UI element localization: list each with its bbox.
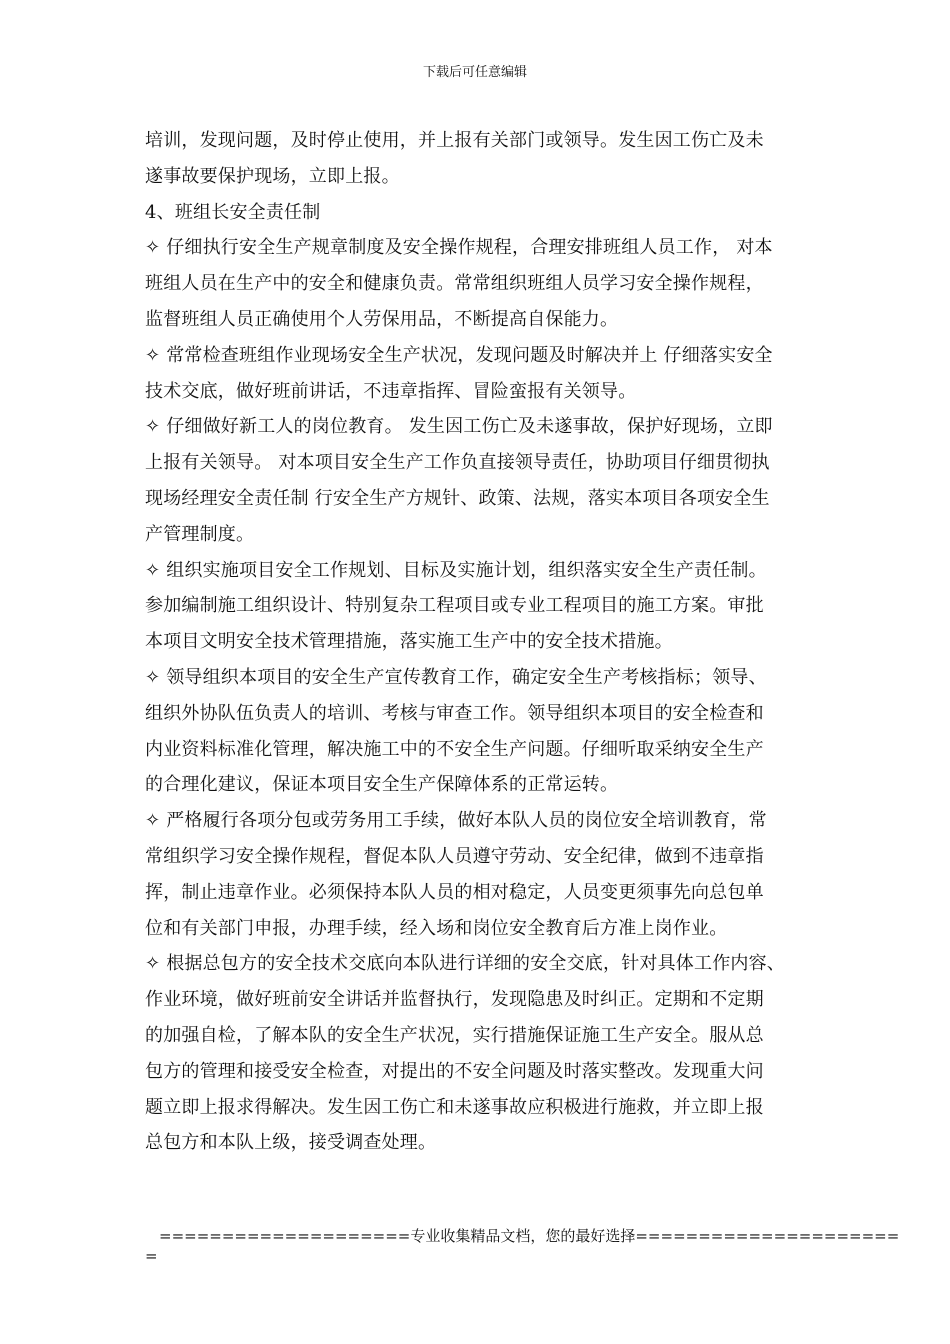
body-line: ✧ 组织实施项目安全工作规划、目标及实施计划，组织落实安全生产责任制。 [145, 559, 767, 581]
body-line: 的加强自检，了解本队的安全生产状况，实行措施保证施工生产安全。服从总 [145, 1024, 764, 1046]
page-header: 下载后可任意编辑 [422, 65, 527, 80]
body-line: 遂事故要保护现场，立即上报。 [145, 165, 400, 187]
section-heading: 4、班组长安全责任制 [145, 201, 321, 223]
body-line: ✧ 严格履行各项分包或劳务用工手续，做好本队人员的岗位安全培训教育，常 [145, 810, 767, 832]
body-line: 作业环境，做好班前安全讲话并监督执行，发现隐患及时纠正。定期和不定期 [145, 989, 764, 1011]
body-line: 题立即上报求得解决。发生因工伤亡和未遂事故应积极进行施救，并立即上报 [145, 1096, 764, 1118]
body-line: 培训，发现问题，及时停止使用，并上报有关部门或领导。发生因工伤亡及未 [145, 130, 764, 151]
body-line: 内业资料标准化管理，解决施工中的不安全生产问题。仔细听取采纳安全生产 [145, 738, 764, 760]
body-line: 现场经理安全责任制 行安全生产方规针、政策、法规，落实本项目各项安全生 [145, 487, 770, 509]
body-line: ✧ 常常检查班组作业现场安全生产状况，发现问题及时解决并上 仔细落实安全 [145, 344, 773, 366]
body-line: 参加编制施工组织设计、特别复杂工程项目或专业工程项目的施工方案。审批 [145, 595, 764, 617]
body-line: 班组人员在生产中的安全和健康负责。常常组织班组人员学习安全操作规程， [145, 273, 764, 295]
body-line: 本项目文明安全技术管理措施，落实施工生产中的安全技术措施。 [145, 631, 673, 653]
body-line: 上报有关领导。 对本项目安全生产工作负直接领导责任，协助项目仔细贯彻执 [145, 452, 770, 474]
footer-line: ====================专业收集精品文档，您的最好选择===================== [159, 1227, 900, 1245]
body-line: 产管理制度。 [145, 523, 255, 545]
body-line: 包方的管理和接受安全检查，对提出的不安全问题及时落实整改。发现重大问 [145, 1060, 764, 1082]
page-footer [145, 1226, 900, 1266]
body-line: ✧ 领导组织本项目的安全生产宣传教育工作，确定安全生产考核指标；领导、 [145, 666, 767, 688]
body-line: 总包方和本队上级，接受调查处理。 [145, 1132, 437, 1154]
body-line: 挥，制止违章作业。必须保持本队人员的相对稳定，人员变更须事先向总包单 [145, 881, 764, 903]
body-line: ✧ 仔细做好新工人的岗位教育。 发生因工伤亡及未遂事故，保护好现场，立即 [145, 416, 773, 438]
body-line: 技术交底，做好班前讲话，不违章指挥、冒险蛮报有关领导。 [145, 380, 637, 402]
body-line: 常组织学习安全操作规程，督促本队人员遵守劳动、安全纪律，做到不违章指 [145, 845, 764, 867]
body-line: 监督班组人员正确使用个人劳保用品，不断提高自保能力。 [145, 308, 619, 330]
body-line: ✧ 仔细执行安全生产规章制度及安全操作规程，合理安排班组人员工作， 对本 [145, 237, 773, 259]
footer-line: = [145, 1247, 158, 1265]
body-line: 组织外协队伍负责人的培训、考核与审查工作。领导组织本项目的安全检查和 [145, 702, 764, 724]
body-line: 的合理化建议，保证本项目安全生产保障体系的正常运转。 [145, 774, 619, 796]
body-line: ✧ 根据总包方的安全技术交底向本队进行详细的安全交底，针对具体工作内容、 [145, 953, 785, 975]
document-body [145, 123, 813, 1161]
body-line: 位和有关部门申报，办理手续，经入场和岗位安全教育后方准上岗作业。 [145, 917, 728, 939]
